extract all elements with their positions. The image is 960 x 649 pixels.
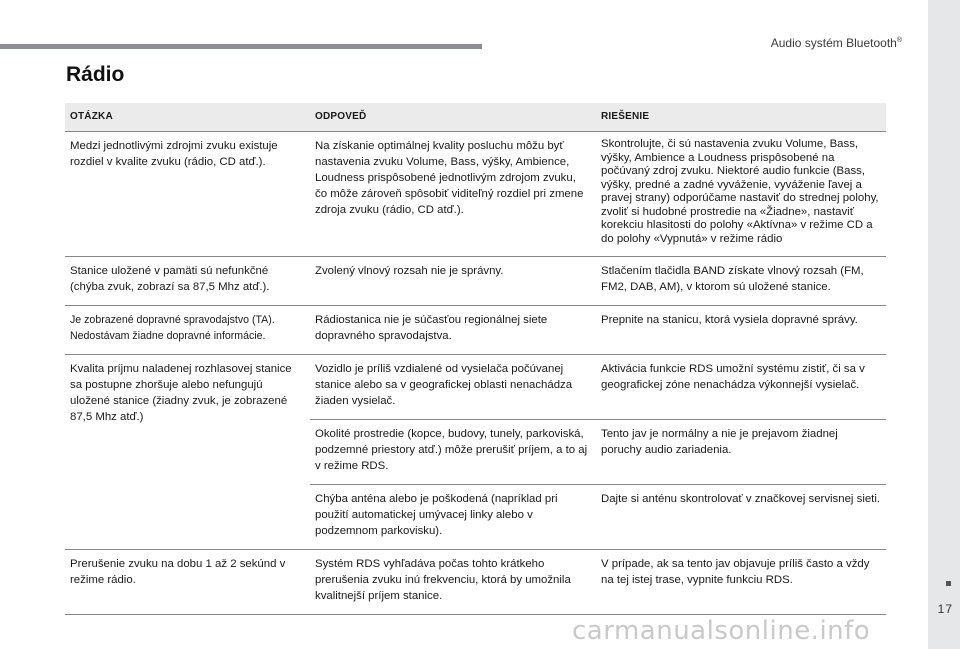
solution-cell: Stlačením tlačidla BAND získate vlnový rozsah (FM, FM2, DAB, AM), v ktorom sú uložené stanice. [596, 257, 886, 306]
column-header-solution: RIEŠENIE [596, 103, 886, 132]
solution-cell: Prepnite na stanicu, ktorá vysiela dopravné správy. [596, 306, 886, 355]
question-cell: Prerušenie zvuku na dobu 1 až 2 sekúnd v režime rádio. [65, 550, 310, 615]
question-cell: Je zobrazené dopravné spravodajstvo (TA). Nedostávam žiadne dopravné informácie. [65, 306, 310, 355]
table-header-row [65, 103, 886, 132]
column-header-answer: ODPOVEĎ [310, 103, 596, 132]
solution-cell: Aktivácia funkcie RDS umožní systému zistiť, či sa v geografickej zóne nenachádza výkonnejší vysielač. [596, 355, 886, 420]
page-marker [946, 581, 951, 586]
solution-cell: Tento jav je normálny a nie je prejavom žiadnej poruchy audio zariadenia. [596, 420, 886, 485]
answer-cell: Okolité prostredie (kopce, budovy, tunely, parkoviská, podzemné priestory atď.) môže prerušiť príjem, a to aj v režime RDS. [310, 420, 596, 485]
solution-cell: Skontrolujte, či sú nastavenia zvuku Volume, Bass, výšky, Ambience a Loudness prispôsobené na počúvaný zdroj zvuku. Niektoré audio funkcie (Bass, výšky, predné a zadné vyváženie, vyváženie ľavej a pravej strany) odporúčame nastaviť do strednej polohy, zvoliť si hudobné prostredie na «Žiadne», nastaviť korekciu hlasitosti do polohy «Aktívna» v režime CD a do polohy «Vypnutá» v režime rádio [596, 132, 886, 257]
column-header-question: OTÁZKA [65, 103, 310, 132]
solution-cell: Dajte si anténu skontrolovať v značkovej servisnej sieti. [596, 485, 886, 550]
table-row [65, 550, 886, 615]
answer-cell: Vozidlo je príliš vzdialené od vysielača počúvanej stanice alebo sa v geografickej oblasti nenachádza žiaden vysielač. [310, 355, 596, 420]
question-cell: Kvalita príjmu naladenej rozhlasovej stanice sa postupne zhoršuje alebo nefungujú uložené stanice (žiadny zvuk, je zobrazené 87,5 Mhz atď.) [65, 355, 310, 550]
registered-mark: ® [896, 37, 902, 44]
answer-cell: Na získanie optimálnej kvality posluchu môžu byť nastavenia zvuku Volume, Bass, výšky, Ambience, Loudness prispôsobené jednotlivým zdrojom zvuku, čo môže zároveň spôsobiť viditeľný rozdiel pri zmene zdroja zvuku (rádio, CD atď.). [310, 132, 596, 257]
table-row [65, 132, 886, 257]
page-number: 17 [937, 602, 953, 616]
question-cell: Medzi jednotlivými zdrojmi zvuku existuje rozdiel v kvalite zvuku (rádio, CD atď.). [65, 132, 310, 257]
answer-cell: Rádiostanica nie je súčasťou regionálnej siete dopravného spravodajstva. [310, 306, 596, 355]
solution-cell: V prípade, ak sa tento jav objavuje príliš často a vždy na tej istej trase, vypnite funkciu RDS. [596, 550, 886, 615]
page-edge-strip [928, 0, 960, 649]
question-cell: Stanice uložené v pamäti sú nefunkčné (chýba zvuk, zobrazí sa 87,5 Mhz atď.). [65, 257, 310, 306]
header-rule [0, 44, 482, 49]
answer-cell: Systém RDS vyhľadáva počas tohto krátkeho prerušenia zvuku inú frekvenciu, ktorá by umožnila kvalitnejší príjem stanice. [310, 550, 596, 615]
answer-cell: Chýba anténa alebo je poškodená (napríklad pri použití automatickej umývacej linky alebo v podzemnom parkovisku). [310, 485, 596, 550]
table-row [65, 355, 886, 420]
answer-cell: Zvolený vlnový rozsah nie je správny. [310, 257, 596, 306]
section-header [771, 36, 902, 50]
section-header-text: Audio systém Bluetooth [770, 36, 897, 50]
table-row [65, 306, 886, 355]
table-row [65, 257, 886, 306]
watermark: carmanualsonline.info [572, 616, 871, 646]
troubleshooting-table [65, 103, 886, 615]
page-title: Rádio [66, 63, 125, 86]
